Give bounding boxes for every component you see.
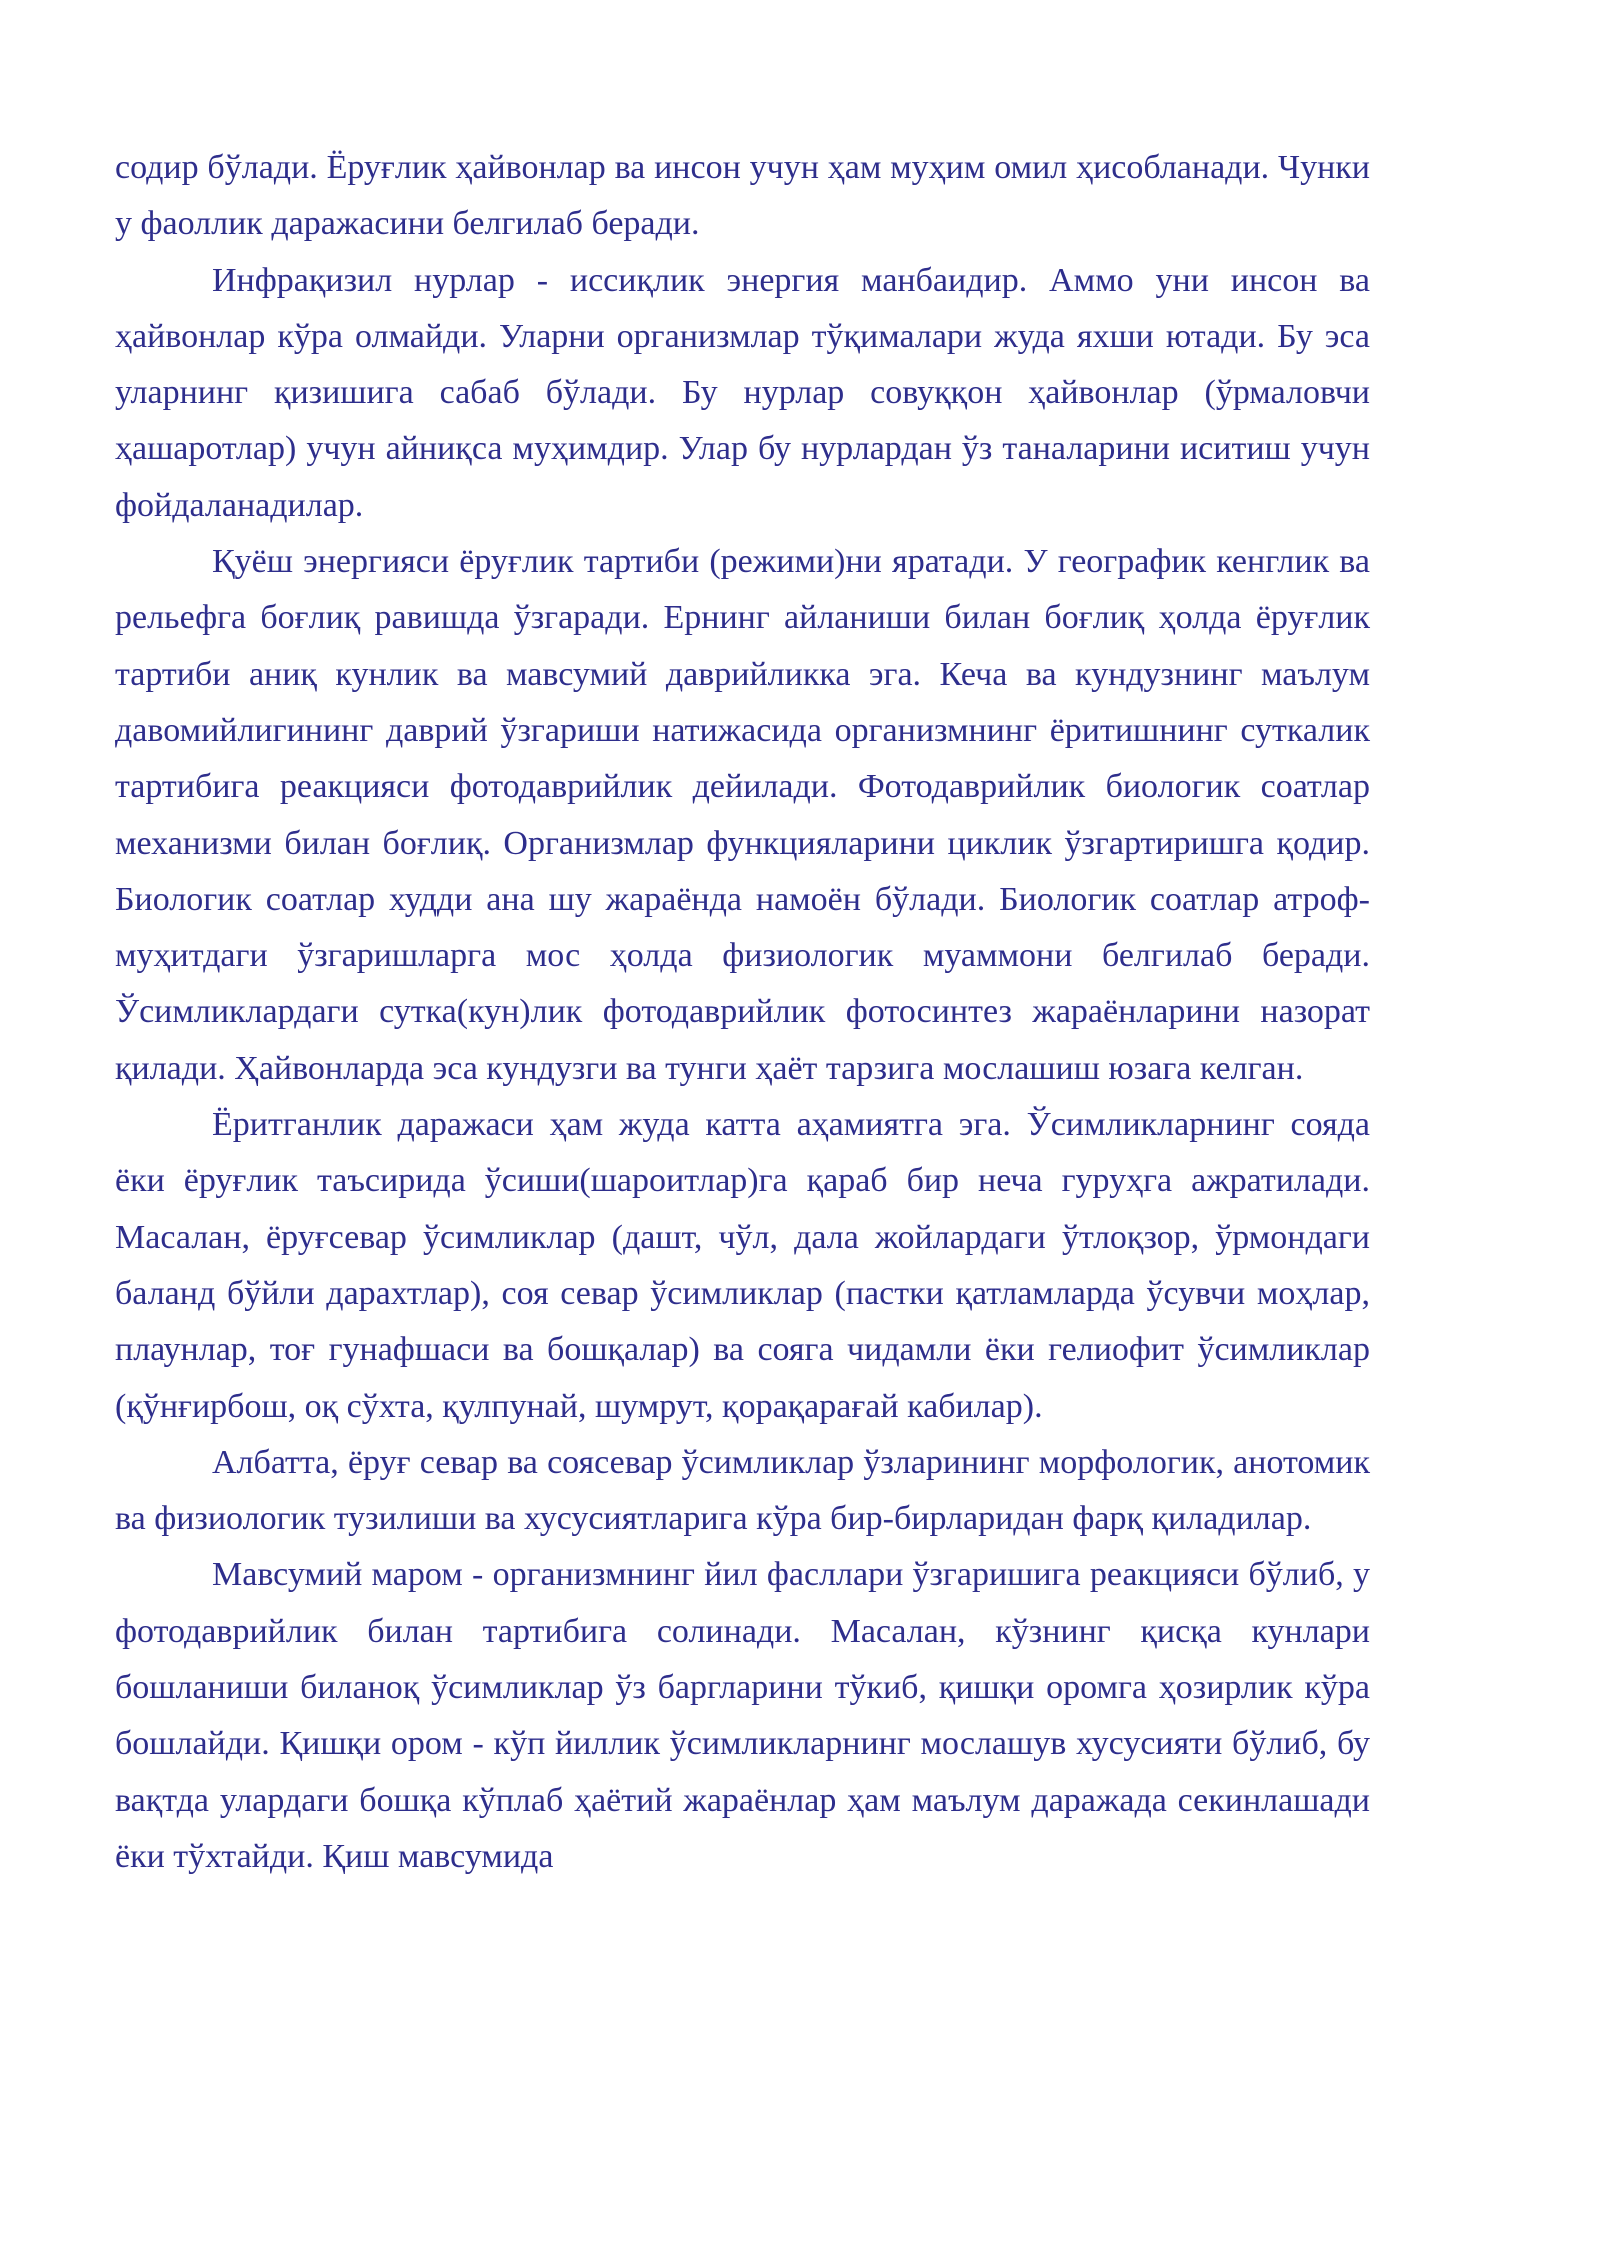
paragraph-3: Қуёш энергияси ёруғлик тартиби (режими)ни яратади. У географик кенглик ва рельефга боғлиқ равишда ўзгаради. Ернинг айланиши билан боғлиқ ҳолда ёруғлик тартиби аниқ кунлик ва мавсумий даврийликка эга. Кеча ва кундузнинг маълум давомийлигининг даврий ўзгариши натижасида организмнинг ёритишнинг суткалик тартибига реакцияси фотодаврийлик дейилади. Фотодаврийлик биологик соатлар механизми билан боғлиқ. Организмлар функцияларини циклик ўзгартиришга қодир. Биологик соатлар худди ана шу жараёнда намоён бўлади. Биологик соатлар атроф-муҳитдаги ўзгаришларга мос ҳолда физиологик муаммони белгилаб беради. Ўсимликлардаги сутка(кун)лик фотодаврийлик фотосинтез жараёнларини назорат қилади. Ҳайвонларда эса кундузги ва тунги ҳаёт тарзига мослашиш юзага келган. bbox=[115, 543, 1370, 1087]
document-page bbox=[115, 140, 1370, 1885]
paragraph-2: Инфрақизил нурлар - иссиқлик энергия манбаидир. Аммо уни инсон ва ҳайвонлар кўра олмайди. Уларни организмлар тўқималари жуда яхши ютади. Бу эса уларнинг қизишига сабаб бўлади. Бу нурлар совуққон ҳайвонлар (ўрмаловчи ҳашаротлар) учун айниқса муҳимдир. Улар бу нурлардан ўз таналарини иситиш учун фойдаланадилар. bbox=[115, 261, 1370, 524]
paragraph-1: содир бўлади. Ёруғлик ҳайвонлар ва инсон учун ҳам муҳим омил ҳисобланади. Чунки у фаоллик даражасини белгилаб беради. bbox=[115, 149, 1370, 243]
paragraph-4: Ёритганлик даражаси ҳам жуда катта аҳамиятга эга. Ўсимликларнинг сояда ёки ёруғлик таъсирида ўсиши(шароитлар)га қараб бир неча гуруҳга ажратилади. Масалан, ёруғсевар ўсимликлар (дашт, чўл, дала жойлардаги ўтлоқзор, ўрмондаги баланд бўйли дарахтлар), соя севар ўсимликлар (пастки қатламларда ўсувчи моҳлар, плаунлар, тоғ гунафшаси ва бошқалар) ва сояга чидамли ёки гелиофит ўсимликлар (қўнғирбош, оқ сўхта, қулпунай, шумрут, қорақарағай кабилар). bbox=[115, 1106, 1370, 1425]
paragraph-5: Албатта, ёруғ севар ва соясевар ўсимликлар ўзларининг морфологик, анотомик ва физиологик тузилиши ва хусусиятларига кўра бир-бирларидан фарқ қиладилар. bbox=[115, 1443, 1370, 1538]
paragraph-6: Мавсумий маром - организмнинг йил фасллари ўзгаришига реакцияси бўлиб, у фотодаврийлик билан тартибига солинади. Масалан, кўзнинг қисқа кунлари бошланиши биланоқ ўсимликлар ўз баргларини тўкиб, қишқи оромга ҳозирлик кўра бошлайди. Қишқи ором - кўп йиллик ўсимликларнинг мослашув хусусияти бўлиб, бу вақтда улардаги бошқа кўплаб ҳаётий жараёнлар ҳам маълум даражада секинлашади ёки тўхтайди. Қиш мавсумида bbox=[115, 1556, 1370, 1875]
